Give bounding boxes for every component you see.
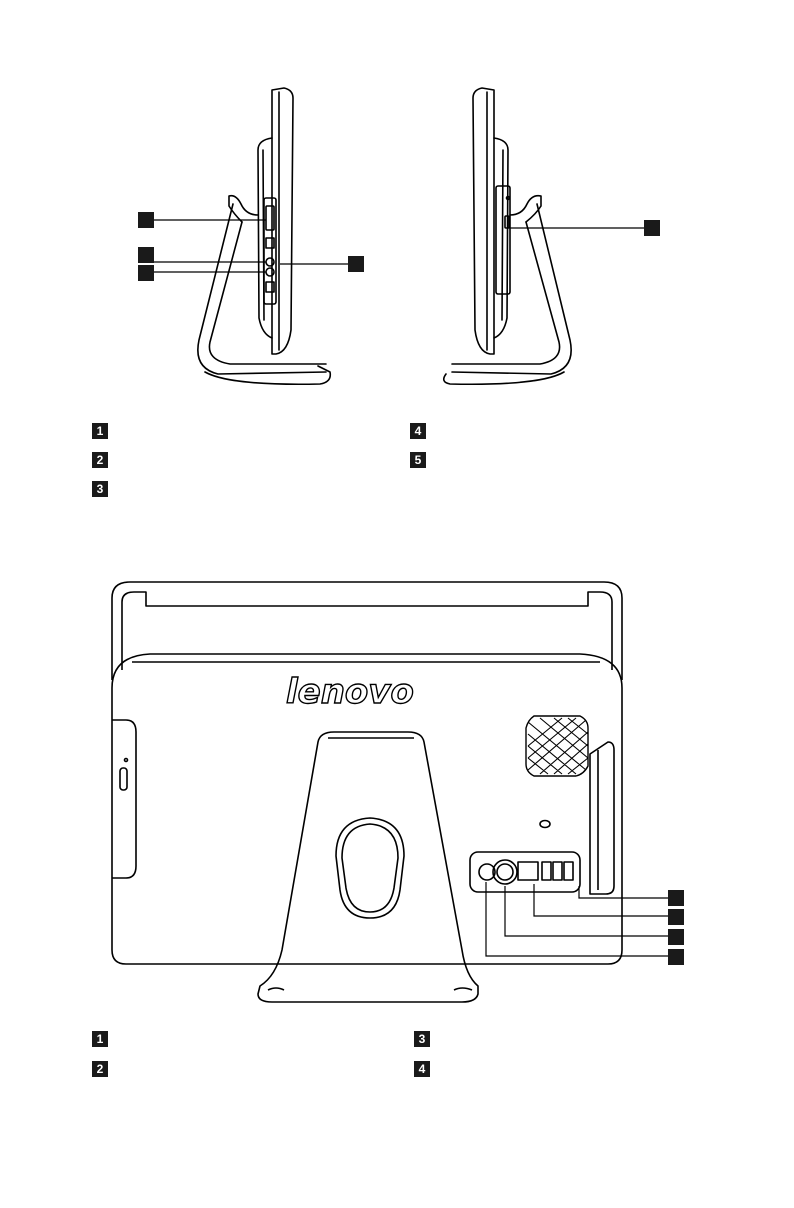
legend-number-badge: 2 [92, 1061, 108, 1077]
legend-number-badge: 2 [92, 452, 108, 468]
side-views-figure [0, 0, 794, 400]
lenovo-logo: lenovo [286, 672, 414, 712]
legend-number-badge: 4 [410, 423, 426, 439]
callout-marker [668, 949, 684, 965]
left-side-view [198, 88, 330, 384]
rear-callout-markers [668, 890, 684, 965]
legend-number-badge: 4 [414, 1061, 430, 1077]
callout-marker [138, 247, 154, 263]
vent-grille [526, 716, 588, 776]
callout-marker [668, 890, 684, 906]
callout-marker [138, 265, 154, 281]
legend-number-badge: 1 [92, 423, 108, 439]
legend-number-badge: 1 [92, 1031, 108, 1047]
callout-marker [138, 212, 154, 228]
callout-marker [668, 929, 684, 945]
callout-marker [668, 909, 684, 925]
legend-number-badge: 3 [92, 481, 108, 497]
right-side-view [444, 88, 571, 384]
legend-number-badge: 3 [414, 1031, 430, 1047]
callout-marker [348, 256, 364, 272]
rear-view-drawing [0, 570, 794, 1020]
side-views-drawing [0, 0, 794, 400]
rear-callout-lines [486, 882, 668, 956]
legend-number-badge: 5 [410, 452, 426, 468]
callout-marker [644, 220, 660, 236]
rear-view-figure [0, 570, 794, 1020]
